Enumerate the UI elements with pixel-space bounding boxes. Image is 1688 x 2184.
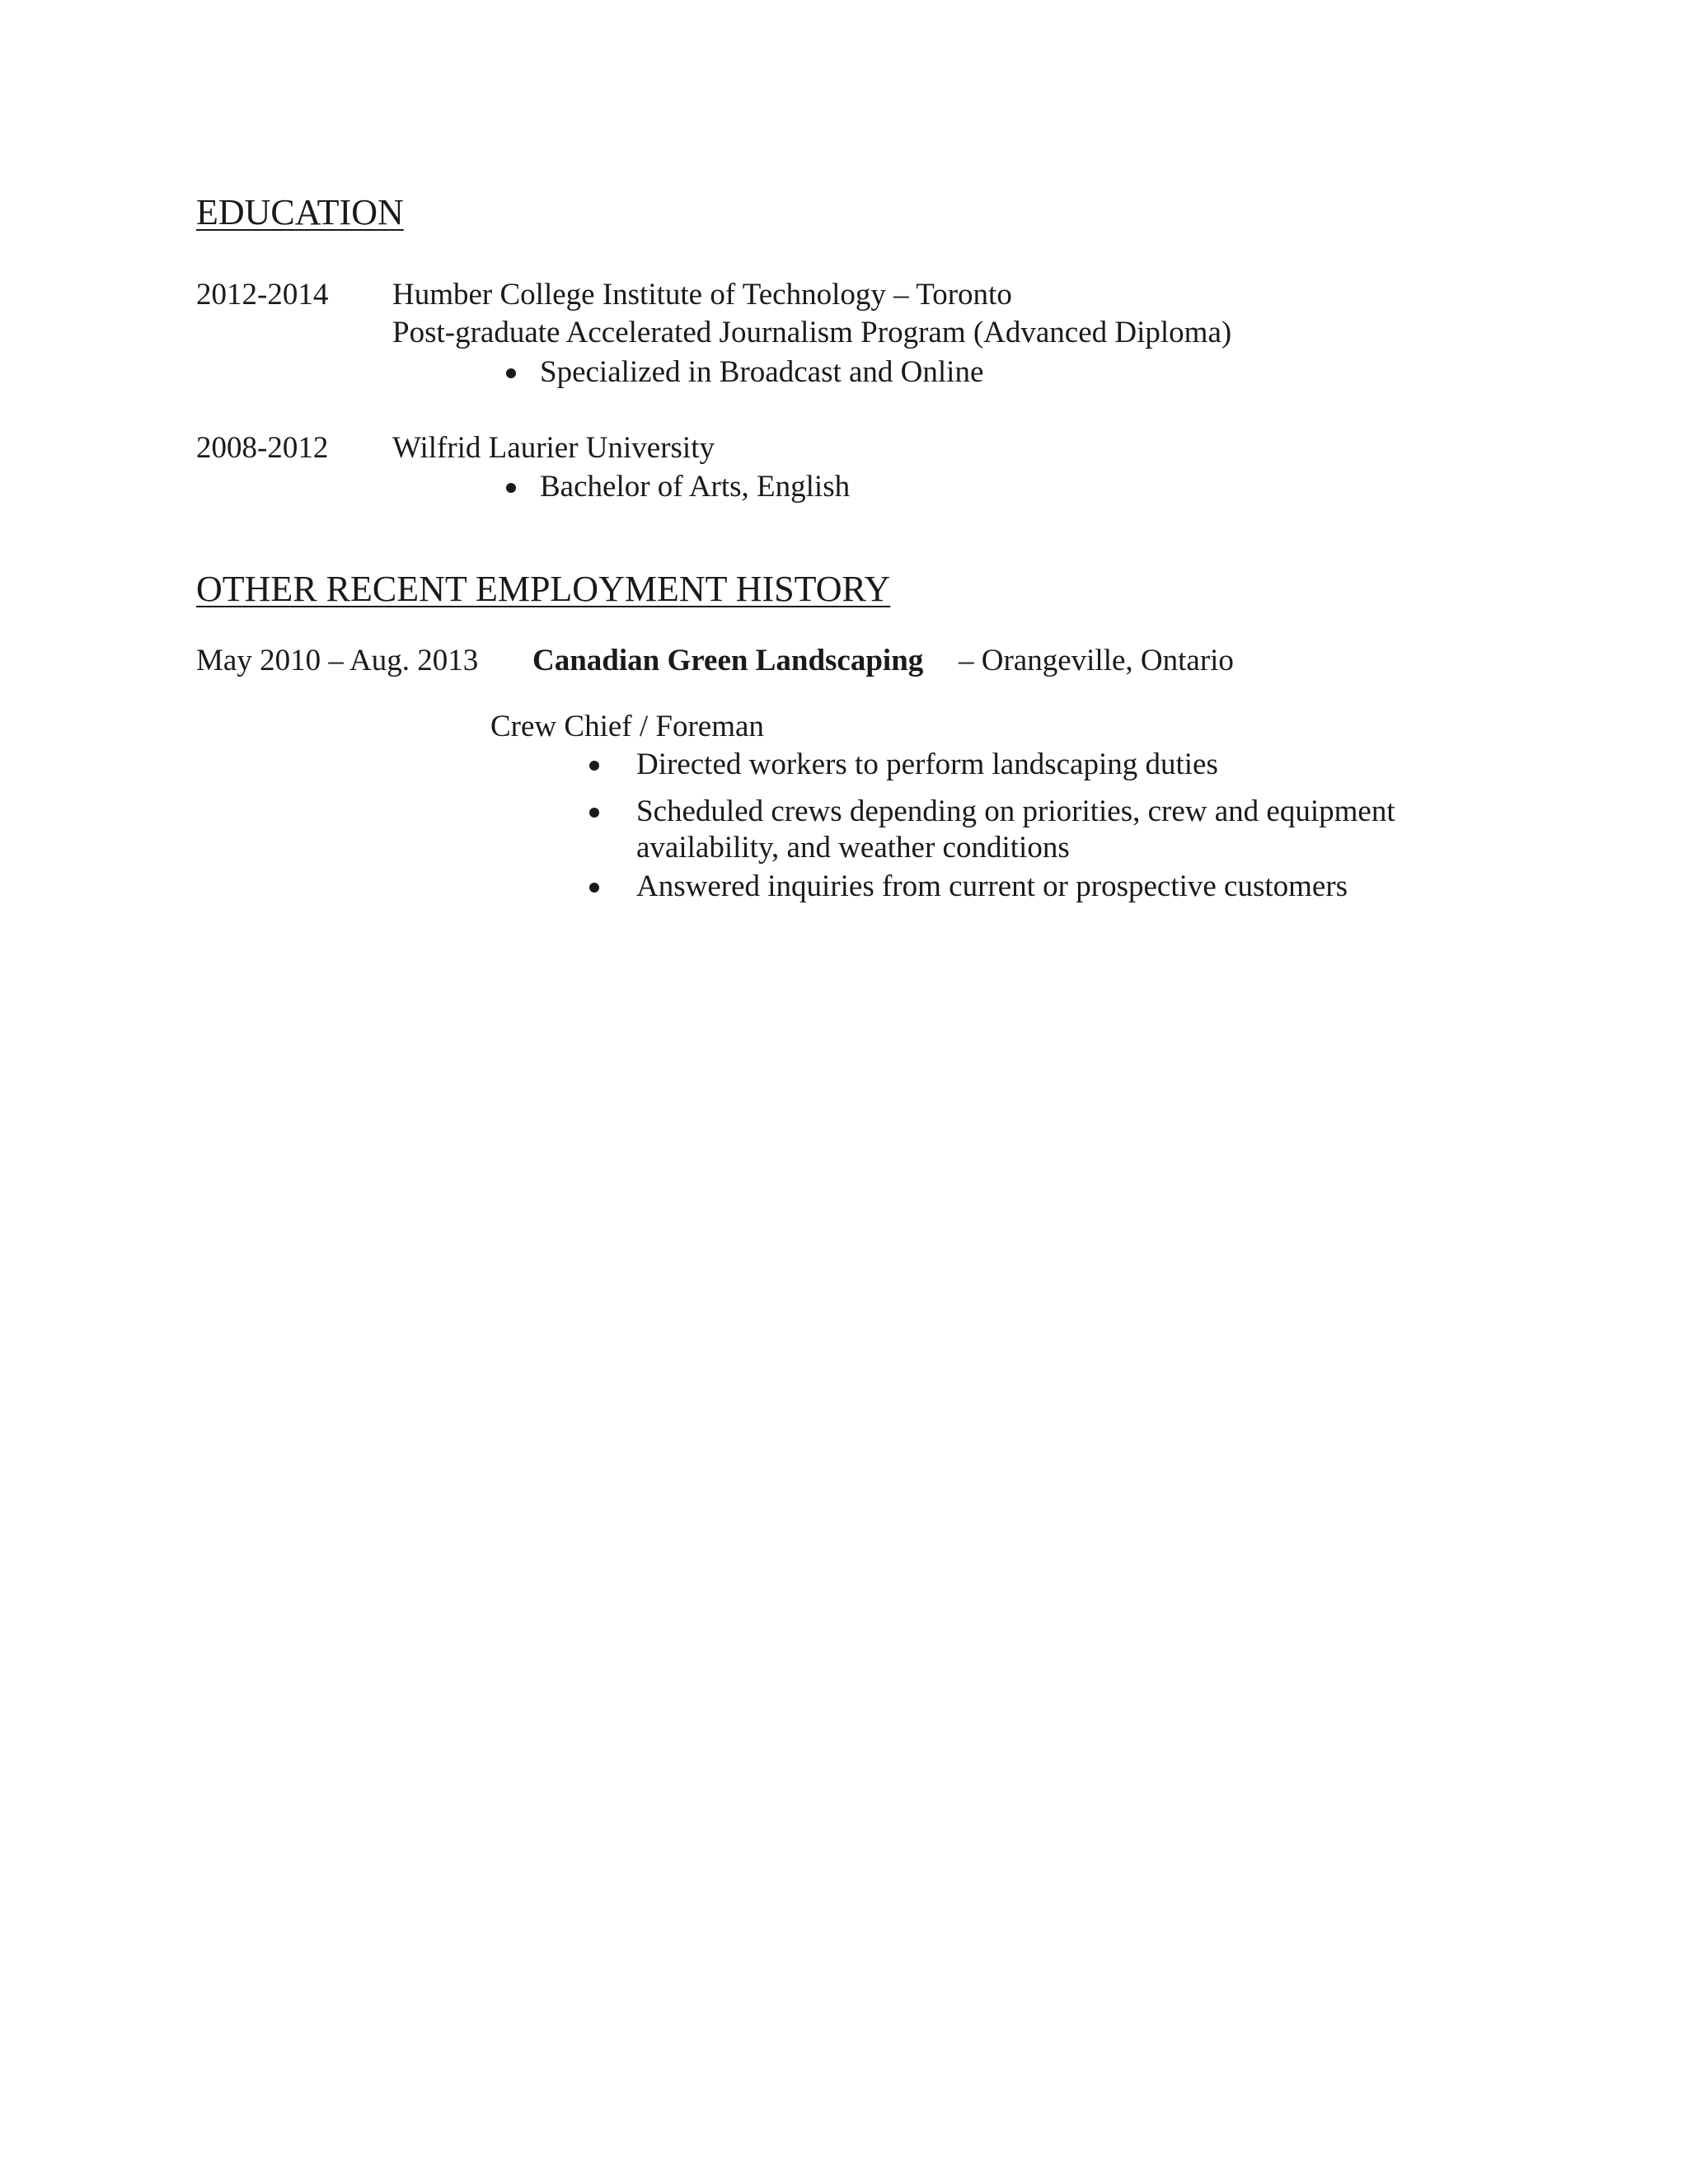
education-bullet: Bachelor of Arts, English	[540, 470, 851, 504]
employment-dates: May 2010 – Aug. 2013	[196, 644, 479, 677]
bullet-icon	[589, 761, 599, 771]
employment-title: Crew Chief / Foreman	[490, 710, 764, 743]
education-bullet: Specialized in Broadcast and Online	[540, 355, 984, 389]
employment-location: – Orangeville, Ontario	[959, 644, 1234, 677]
education-institution: Wilfrid Laurier University	[392, 431, 715, 465]
bullet-icon	[589, 808, 599, 818]
education-years: 2008-2012	[196, 431, 329, 465]
education-institution: Humber College Institute of Technology – Toronto	[392, 278, 1012, 312]
employment-bullet: Scheduled crews depending on priorities, crew and equipment	[636, 794, 1395, 828]
employment-bullet: Directed workers to perform landscaping duties	[636, 748, 1218, 781]
education-program: Post-graduate Accelerated Journalism Program (Advanced Diploma)	[392, 316, 1232, 349]
education-years: 2012-2014	[196, 278, 329, 312]
bullet-icon	[589, 883, 599, 893]
employment-bullet-continuation: availability, and weather conditions	[636, 831, 1070, 865]
bullet-icon	[506, 483, 516, 493]
employment-company: Canadian Green Landscaping	[532, 644, 924, 677]
bullet-icon	[506, 368, 516, 378]
employment-bullet: Answered inquiries from current or prospective customers	[636, 869, 1348, 903]
education-heading: EDUCATION	[196, 192, 404, 232]
employment-heading: OTHER RECENT EMPLOYMENT HISTORY	[196, 569, 891, 609]
